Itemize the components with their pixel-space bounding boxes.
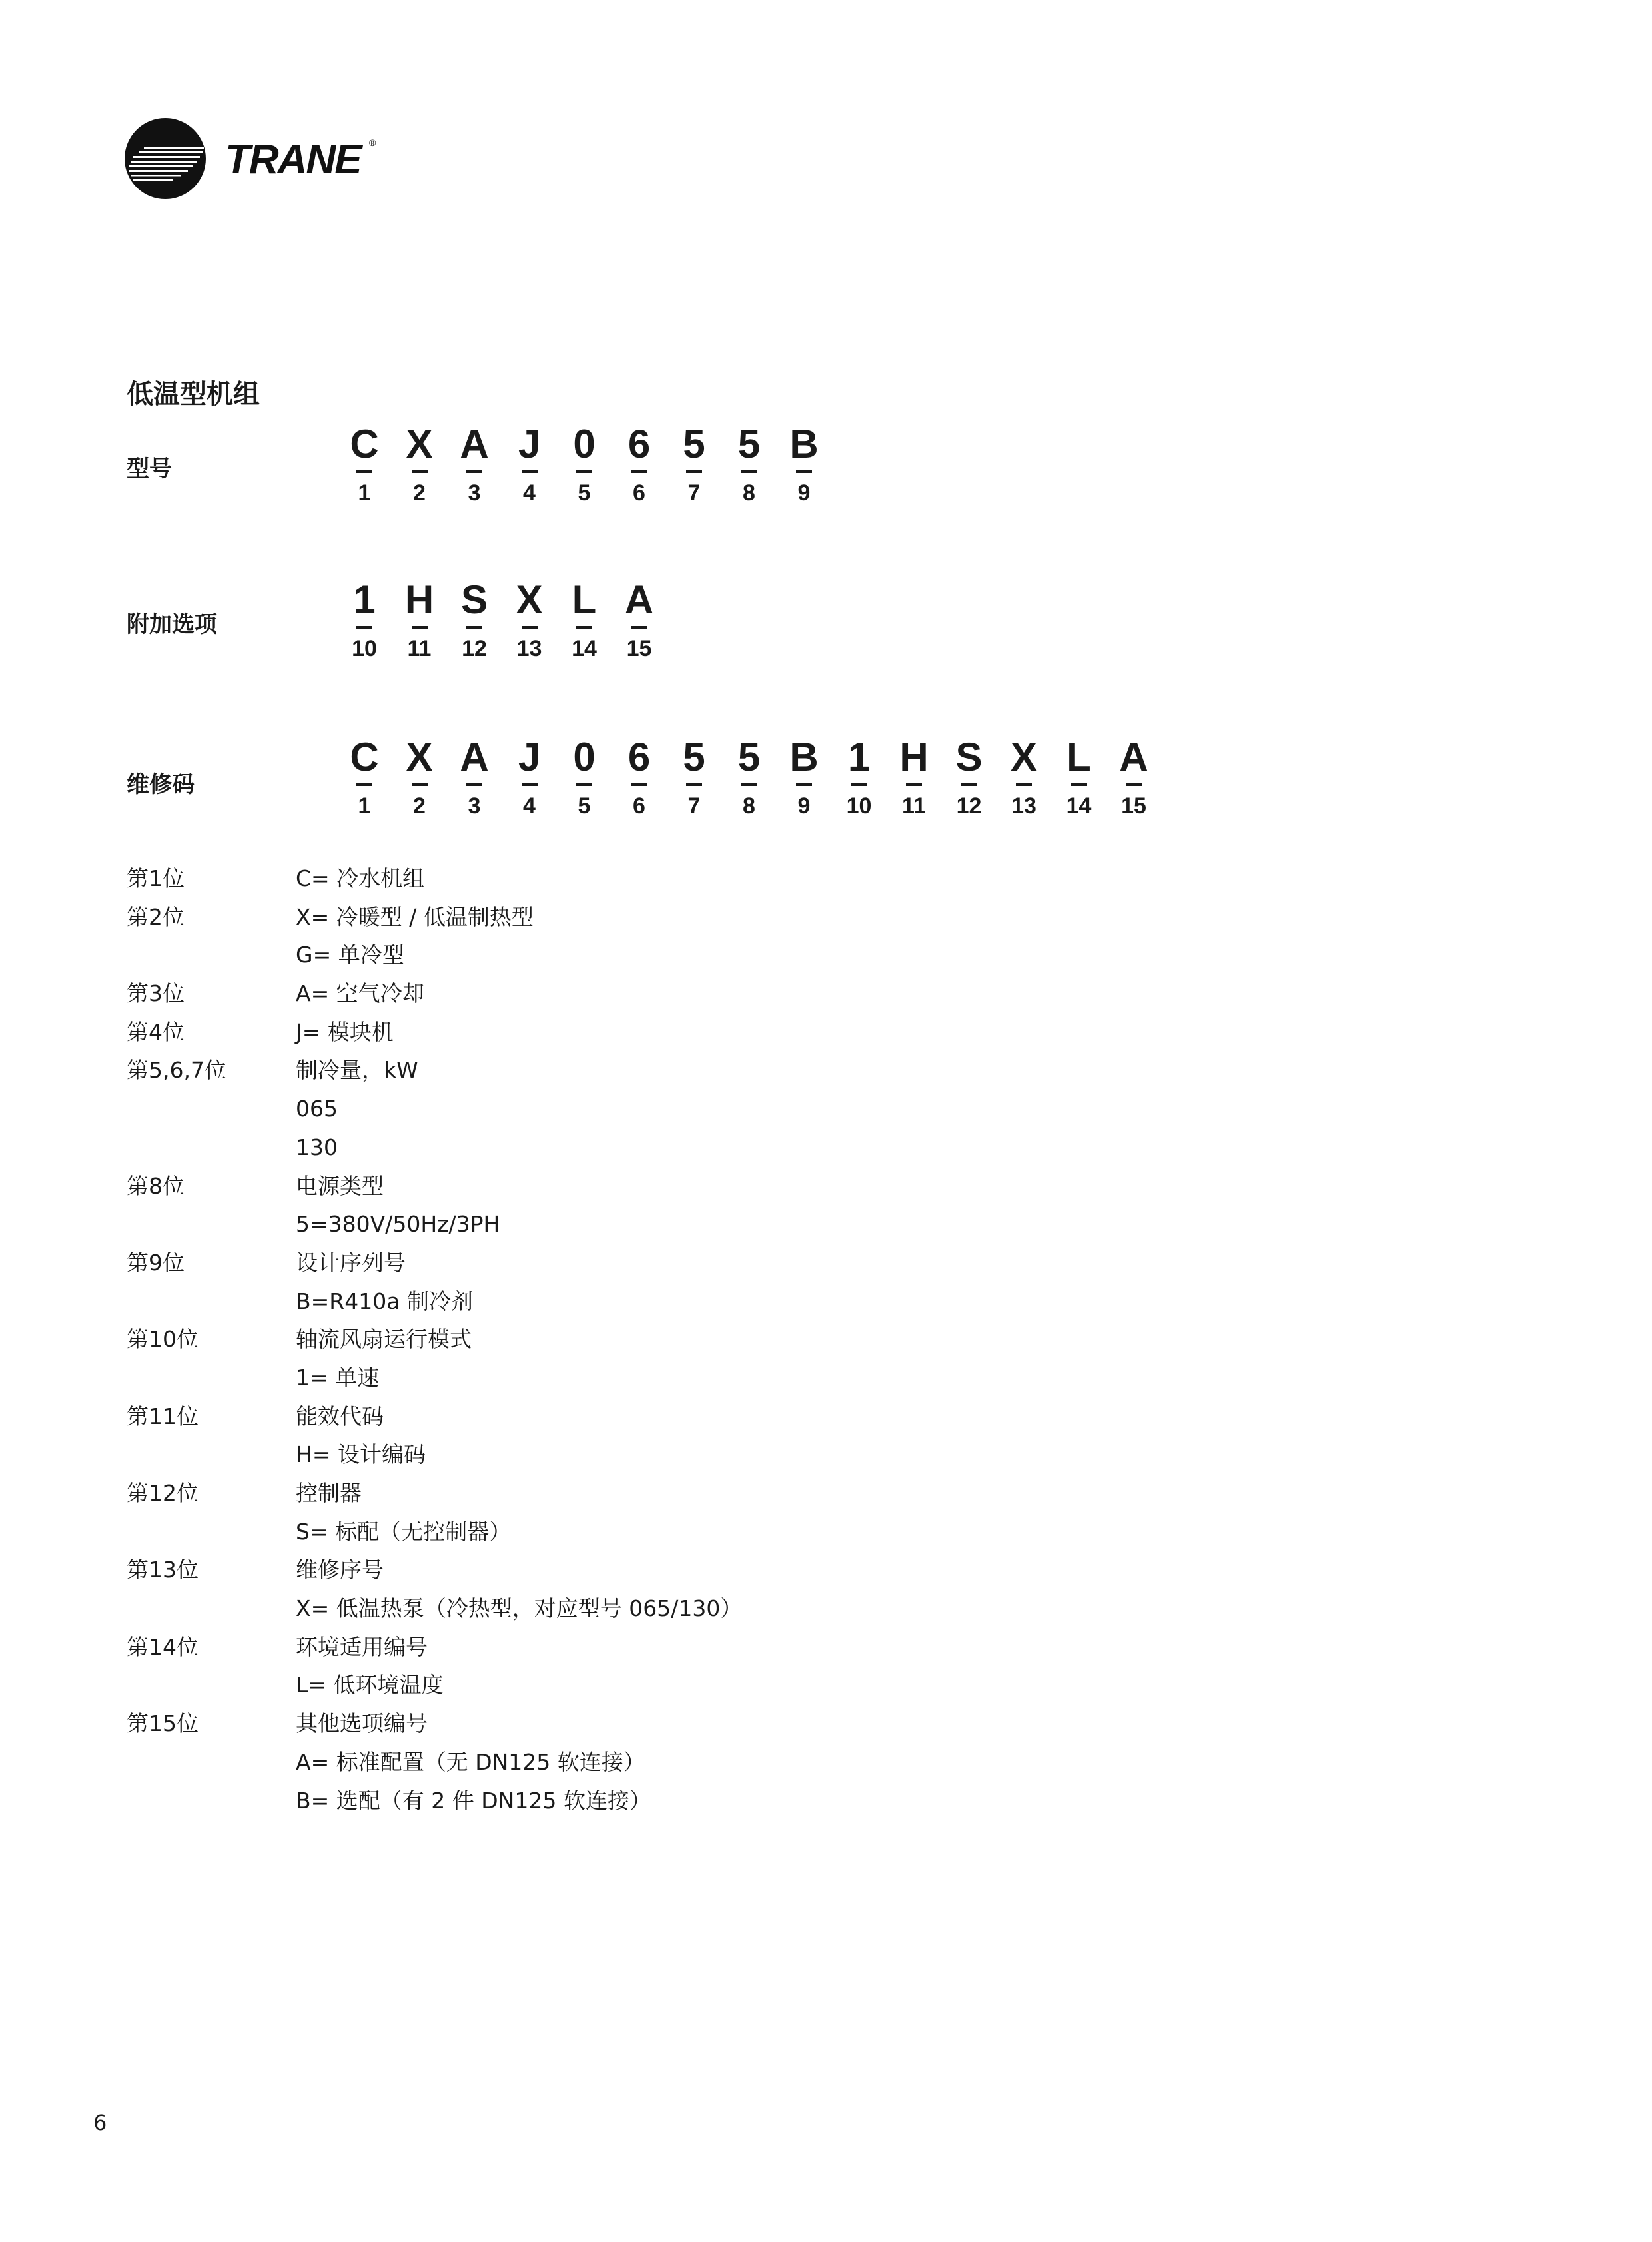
code-underline [466,626,482,629]
digit-description-list [127,859,1059,1820]
code-character: L [1066,735,1091,779]
digit-meaning: 设计序列号 [296,1249,406,1276]
code-position-number: 5 [578,480,591,506]
trane-logo [124,117,404,200]
code-character: 5 [737,422,761,466]
code-underline [686,470,702,473]
description-row [127,1051,1059,1090]
digit-position: 第15位 [127,1710,199,1737]
code-cell [561,424,608,506]
code-cell [506,424,553,506]
digit-position: 第13位 [127,1557,199,1583]
digit-meaning: A= 标准配置（无 DN125 软连接） [296,1748,645,1775]
code-cell [341,424,388,506]
code-cell [616,424,663,506]
code-character: A [460,735,489,779]
digit-meaning: L= 低环境温度 [296,1672,444,1698]
code-position-number: 2 [413,793,426,819]
code-position-number: 12 [462,636,487,661]
code-cell [561,737,608,819]
code-cell [836,737,883,819]
code-underline [412,626,428,629]
code-character: H [404,577,434,622]
digit-position: 第9位 [127,1249,185,1276]
code-cell [1056,737,1102,819]
description-row [127,974,1059,1013]
code-character: X [406,422,433,466]
code-position-number: 14 [1066,793,1092,819]
digit-position: 第2位 [127,903,185,930]
code-underline [631,626,647,629]
digit-meaning: 轴流风扇运行模式 [296,1326,472,1353]
digit-position: 第3位 [127,980,185,1007]
code-underline [851,783,867,786]
description-row [127,1704,1059,1743]
digit-meaning: X= 低温热泵（冷热型，对应型号 065/130） [296,1595,743,1622]
code-position-number: 9 [797,793,811,819]
code-underline [576,470,592,473]
digit-meaning: 电源类型 [296,1172,384,1199]
code-cell [671,737,717,819]
digit-position: 第12位 [127,1480,199,1506]
digit-meaning: 130 [296,1134,338,1160]
code-position-number: 15 [626,636,652,661]
code-position-number: 7 [687,480,701,506]
code-character: 0 [573,422,596,466]
code-character: 6 [627,422,651,466]
digit-position: 第8位 [127,1172,185,1199]
digit-position: 第5,6,7位 [127,1057,226,1084]
code-cell [506,579,553,662]
digit-meaning: B=R410a 制冷剂 [296,1288,473,1314]
code-position-number: 10 [352,636,377,661]
description-row [127,1090,1059,1128]
code-underline [356,783,372,786]
code-cell [946,737,993,819]
description-row [127,1474,1059,1513]
code-underline [522,470,538,473]
description-row [127,1782,1059,1820]
description-row [127,1205,1059,1244]
code-position-number: 11 [902,793,926,819]
code-character: L [572,577,597,622]
description-row [127,1513,1059,1551]
digit-meaning: S= 标配（无控制器） [296,1518,512,1545]
code-position-number: 12 [956,793,982,819]
code-position-number: 4 [523,793,536,819]
code-underline [631,783,647,786]
digit-meaning: H= 设计编码 [296,1441,426,1468]
code-underline [906,783,922,786]
code-character: 1 [847,735,871,779]
description-row [127,1244,1059,1282]
code-character: 6 [627,735,651,779]
code-position-number: 7 [687,793,701,819]
code-cell [726,737,773,819]
code-character: 5 [683,735,705,779]
digit-position: 第14位 [127,1633,199,1660]
digit-meaning: 其他选项编号 [296,1710,428,1737]
code-character: X [406,735,433,779]
code-character: S [955,735,983,779]
code-underline [796,470,812,473]
section-title: 低温型机组 [127,379,260,410]
digit-meaning: J= 模块机 [296,1018,394,1045]
code-character: A [460,422,489,466]
description-row [127,1320,1059,1359]
code-character: A [1119,735,1148,779]
code-character: 1 [353,577,376,622]
digit-meaning: 能效代码 [296,1403,384,1429]
description-row [127,1359,1059,1397]
code-underline [522,626,538,629]
code-position-number: 13 [516,636,542,661]
digit-meaning: X= 冷暖型 / 低温制热型 [296,903,534,930]
digit-position: 第11位 [127,1403,199,1429]
digit-meaning: 1= 单速 [296,1364,380,1391]
code-underline [686,783,702,786]
digit-meaning: 065 [296,1096,338,1122]
code-position-number: 1 [358,480,371,506]
code-character: J [518,422,541,466]
digit-meaning: A= 空气冷却 [296,980,424,1007]
code-character: A [624,577,654,622]
digit-meaning: B= 选配（有 2 件 DN125 软连接） [296,1787,651,1814]
code-underline [576,783,592,786]
description-row [127,898,1059,936]
code-cell [891,737,937,819]
code-position-number: 4 [523,480,536,506]
description-row [127,1013,1059,1052]
brand-name: TRANE [225,137,361,183]
code-underline [466,783,482,786]
code-character: C [350,735,379,779]
code-underline [466,470,482,473]
description-row [127,1743,1059,1782]
code-underline [741,470,757,473]
code-underline [1126,783,1142,786]
code-character: S [460,577,488,622]
code-position-number: 8 [743,793,755,819]
description-row [127,1397,1059,1436]
code-position-number: 14 [572,636,597,661]
page-number: 6 [93,2110,107,2135]
code-cell [781,737,827,819]
code-position-number: 11 [407,636,432,661]
code-cell [1001,737,1047,819]
description-row [127,1282,1059,1321]
description-row [127,1435,1059,1474]
code-position-number: 13 [1011,793,1036,819]
code-cell [616,737,663,819]
code-cell [506,737,553,819]
code-cell [451,424,498,506]
code-position-number: 6 [633,793,645,819]
service-code-label: 维修码 [127,771,195,798]
code-character: J [518,735,541,779]
code-cell [396,579,443,662]
code-position-number: 6 [633,480,645,506]
code-position-number: 15 [1121,793,1146,819]
digit-meaning: 5=380V/50Hz/3PH [296,1211,500,1238]
code-underline [796,783,812,786]
digit-position: 第10位 [127,1326,199,1353]
code-cell [451,737,498,819]
code-underline [576,626,592,629]
code-cell [726,424,773,506]
description-row [127,1551,1059,1589]
code-cell [561,579,608,662]
code-underline [1016,783,1032,786]
code-underline [961,783,977,786]
description-row [127,1666,1059,1704]
trane-logo-mark-icon [124,117,206,200]
description-row [127,859,1059,898]
description-row [127,1589,1059,1628]
code-character: 0 [573,735,596,779]
code-position-number: 3 [468,480,481,506]
code-character: X [1010,735,1038,779]
code-underline [1071,783,1087,786]
digit-meaning: G= 单冷型 [296,942,404,968]
digit-position: 第4位 [127,1018,185,1045]
code-position-number: 5 [578,793,591,819]
registered-mark: ® [369,137,376,148]
description-row [127,1628,1059,1667]
digit-meaning: 制冷量，kW [296,1057,418,1084]
code-underline [412,470,428,473]
description-row [127,1128,1059,1167]
code-position-number: 8 [743,480,755,506]
code-character: 5 [683,422,705,466]
model-label: 型号 [127,456,172,482]
code-position-number: 1 [358,793,371,819]
code-character: C [350,422,379,466]
code-underline [631,470,647,473]
code-cell [341,737,388,819]
code-character: B [789,735,819,779]
code-cell [341,579,388,662]
code-position-number: 2 [413,480,426,506]
digit-meaning: 维修序号 [296,1557,384,1583]
description-row [127,936,1059,974]
code-underline [522,783,538,786]
code-cell [451,579,498,662]
code-position-number: 10 [846,793,872,819]
code-cell [671,424,717,506]
code-cell [396,424,443,506]
code-cell [396,737,443,819]
code-character: 5 [737,735,761,779]
code-position-number: 9 [797,480,811,506]
code-cell [781,424,827,506]
code-cell [1110,737,1157,819]
digit-meaning: 环境适用编号 [296,1633,428,1660]
code-underline [412,783,428,786]
code-underline [356,470,372,473]
code-cell [616,579,663,662]
description-row [127,1167,1059,1206]
digit-position: 第1位 [127,865,185,891]
code-character: X [516,577,543,622]
code-character: B [789,422,819,466]
code-underline [741,783,757,786]
code-underline [356,626,372,629]
code-character: H [899,735,929,779]
digit-meaning: C= 冷水机组 [296,865,425,891]
code-position-number: 3 [468,793,481,819]
options-label: 附加选项 [127,611,217,638]
digit-meaning: 控制器 [296,1480,362,1506]
